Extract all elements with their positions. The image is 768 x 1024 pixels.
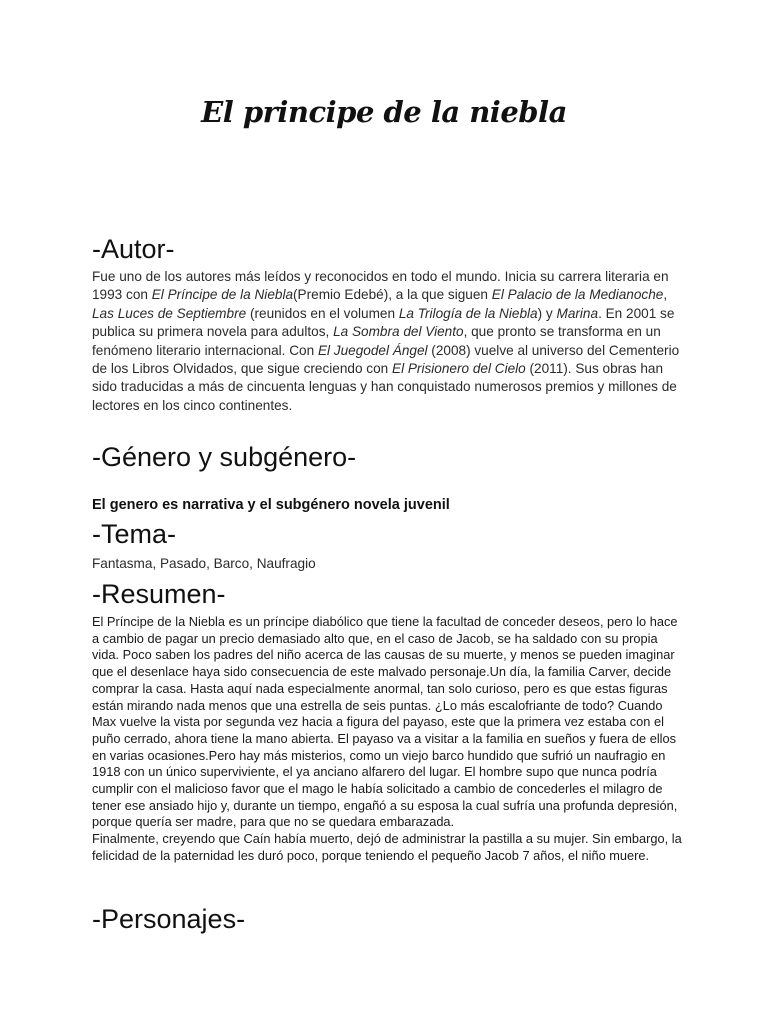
autor-section [92, 233, 682, 415]
genero-heading: -Género y subgénero- [92, 442, 357, 472]
document-title: El principe de la niebla [201, 95, 567, 129]
tema-text: Fantasma, Pasado, Barco, Naufragio [92, 556, 316, 571]
personajes-section [92, 903, 682, 935]
resumen-section [92, 578, 682, 865]
resumen-paragraph-1: El Príncipe de la Niebla es un príncipe diabólico que tiene la facultad de conceder deseos, pero lo hace a cambio de pagar un precio demasiado alto que, en el caso de Jacob, se ha saldado con su propia vida. Poco saben los padres del niño acerca de las causas de su muerte, y menos se pueden imaginar que el desenlace haya sido consecuencia de este malvado personaje.Un día, la familia Carver, decide comprar la casa. Hasta aquí nada especialmente anormal, tan solo curioso, pero es que estas figuras están mirando nada menos que una estrella de seis puntas. ¿Lo más escalofriante de todo? Cuando Max vuelve la vista por segunda vez hacia a figura del payaso, este que la primera vez estaba con el puño cerrado, ahora tiene la mano abierta. El payaso va a visitar a la familia en sueños y fuera de ellos en varias ocasiones.Pero hay más misterios, como un viejo barco hundido que sufrió un naufragio en 1918 con un único superviviente, el ya anciano alfarero del lugar. El hombre supo que nunca podría cumplir con el malicioso favor que el mago le había solicitado a cambio de concederles el milagro de tener ese ansiado hijo y, durante un tiempo, engañó a su esposa la cual sufría una profunda depresión, porque quería ser madre, para que no se quedara embarazada. [92, 614, 678, 830]
genero-text: El genero es narrativa y el subgénero novela juvenil [92, 497, 450, 513]
autor-heading: -Autor- [92, 234, 175, 264]
personajes-heading: -Personajes- [92, 904, 246, 934]
resumen-paragraph-2: Finalmente, creyendo que Caín había muerto, dejó de administrar la pastilla a su mujer. Sin embargo, la felicidad de la paternidad les duró poco, porque teniendo el pequeño Jacob 7 años, el niño muere. [92, 831, 682, 863]
resumen-heading: -Resumen- [92, 579, 226, 609]
autor-text: Fue uno de los autores más leídos y reconocidos en todo el mundo. Inicia su carrera literaria en 1993 con El Príncipe de la Niebla(Premio Edebé), a la que siguen El Palacio de la Medianoche, Las Luces de Septiembre (reunidos en el volumen La Trilogía de la Niebla) y Marina. En 2001 se publica su primera novela para adultos, La Sombra del Viento, que pronto se transforma en un fenómeno literario internacional. Con El Juegodel Ángel (2008) vuelve al universo del Cementerio de los Libros Olvidados, que sigue creciendo con El Prisionero del Cielo (2011). Sus obras han sido traducidas a más de cincuenta lenguas y han conquistado numerosos premios y millones de lectores en los cinco continentes. [92, 269, 680, 413]
genero-section [92, 441, 682, 514]
tema-heading: -Tema- [92, 519, 177, 549]
tema-section [92, 518, 682, 573]
